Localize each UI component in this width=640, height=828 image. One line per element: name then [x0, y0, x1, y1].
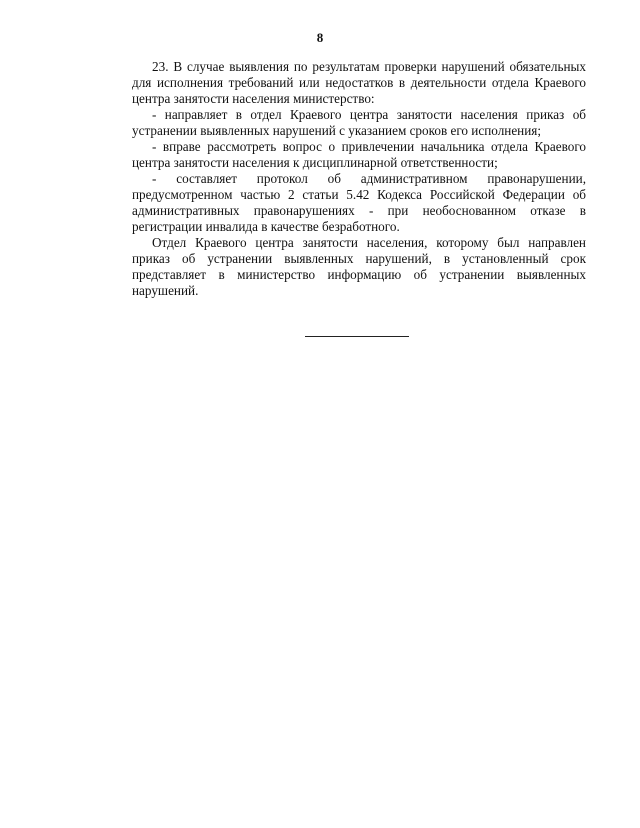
paragraph-report: Отдел Краевого центра занятости населения, которому был направлен приказ об устранении выявленных нарушений, в установленный срок представляет в министерство информацию об устранении выявленных нарушений. — [132, 235, 586, 298]
paragraph-protocol: - составляет протокол об административном правонарушении, предусмотренном частью 2 статьи 5.42 Кодекса Российской Федерации об административных правонарушениях - при необоснованном отказе в регистрации инвалида в качестве безработного. — [132, 171, 586, 234]
page-number: 8 — [316, 30, 324, 45]
document-body — [132, 59, 586, 299]
paragraph-disciplinary: - вправе рассмотреть вопрос о привлечении начальника отдела Краевого центра занятости населения к дисциплинарной ответственности; — [132, 139, 586, 170]
end-divider-line — [305, 336, 409, 337]
paragraph-send-order: - направляет в отдел Краевого центра занятости населения приказ об устранении выявленных нарушений с указанием сроков его исполнения; — [132, 107, 586, 138]
paragraph-clause-23: 23. В случае выявления по результатам проверки нарушений обязательных для исполнения требований или недостатков в деятельности отдела Краевого центра занятости населения министерство: — [132, 59, 586, 106]
